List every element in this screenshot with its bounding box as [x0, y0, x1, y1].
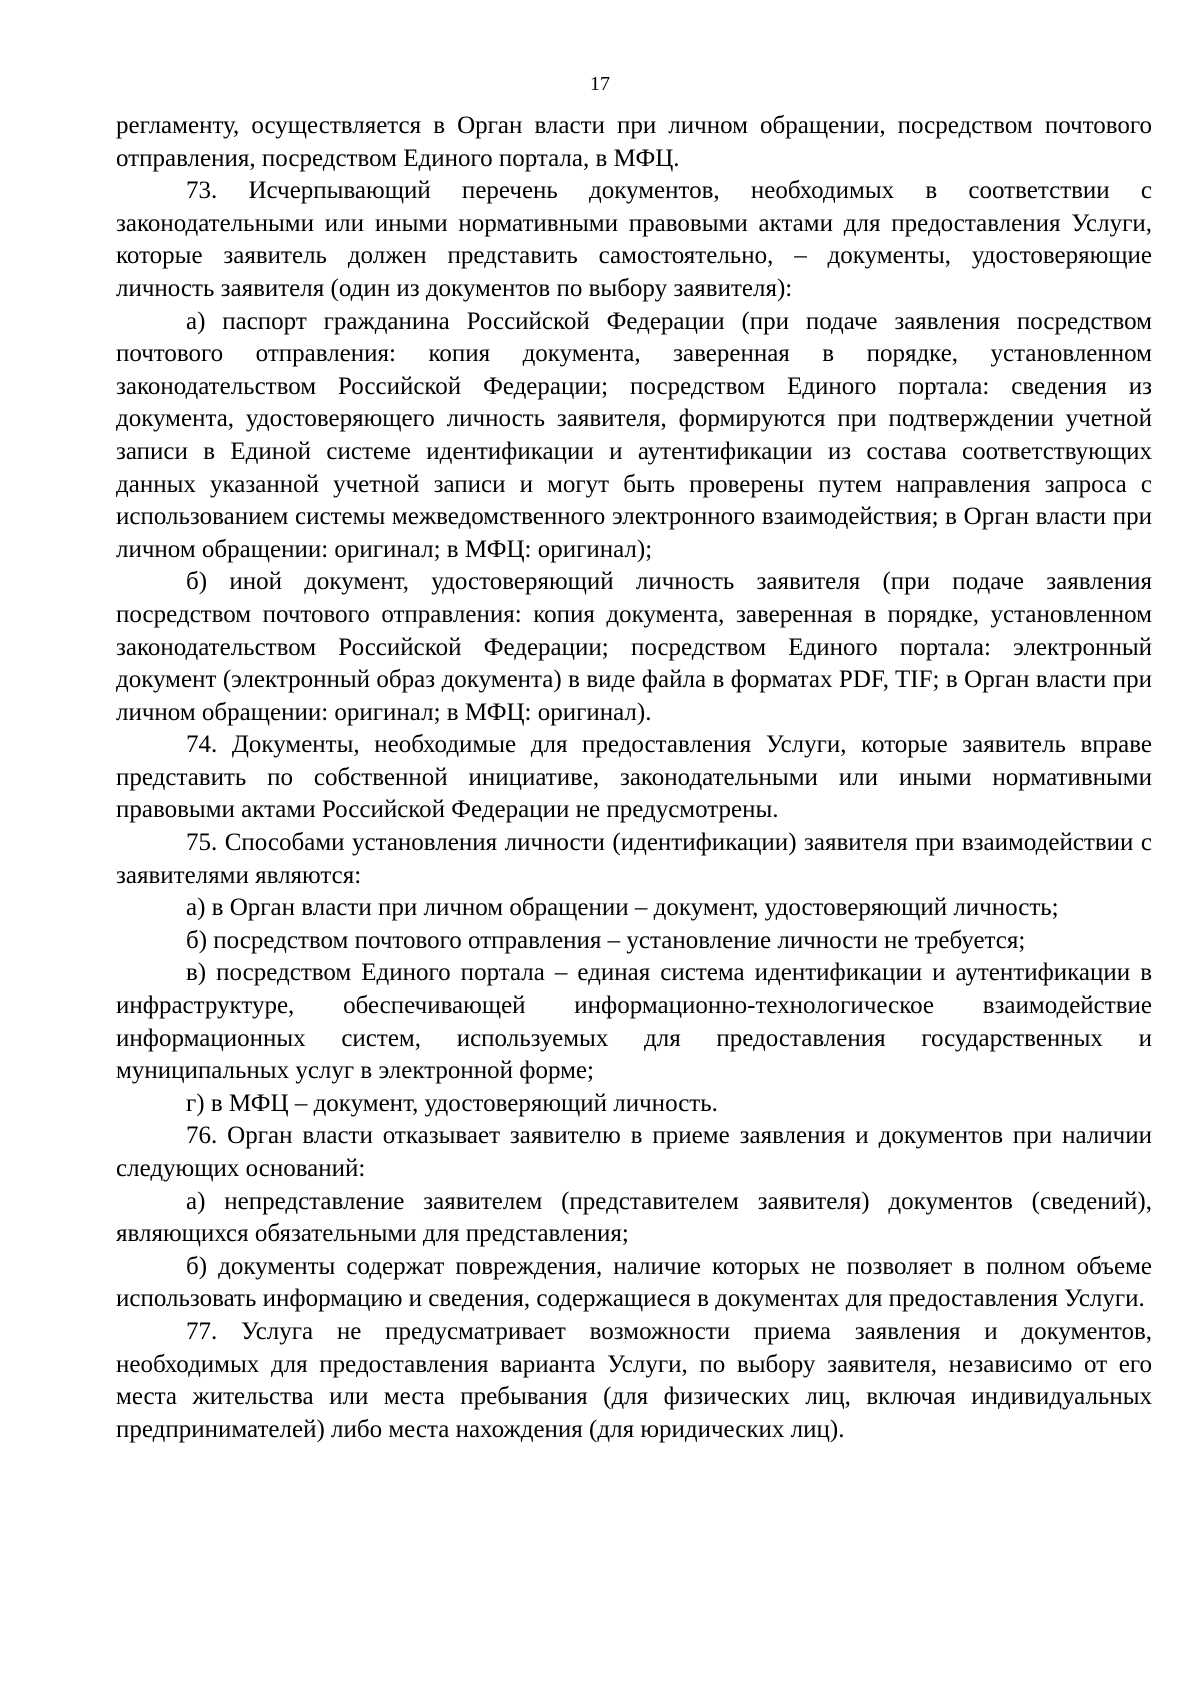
paragraph-73-a: а) паспорт гражданина Российской Федерации (при подаче заявления посредством почтового отправления: копия документа, заверенная в порядке, установленном законодательством Российской Федерации; посредством Единого портала: сведения из документа, удостоверяющего личность заявителя, формируются при подтверждении учетной записи в Единой системе идентификации и аутентификации из состава соответствующих данных указанной учетной записи и могут быть проверены путем направления запроса с использованием системы межведомственного электронного взаимодействия; в Орган власти при личном обращении: оригинал; в МФЦ: оригинал);: [116, 307, 1152, 563]
paragraph-76-b: б) документы содержат повреждения, наличие которых не позволяет в полном объеме использовать информацию и сведения, содержащиеся в документах для предоставления Услуги.: [116, 1252, 1152, 1313]
paragraph-75-b: б) посредством почтового отправления – установление личности не требуется;: [186, 926, 1026, 954]
paragraph-76-a: а) непредставление заявителем (представителем заявителя) документов (сведений), являющихся обязательными для представления;: [116, 1187, 1152, 1248]
paragraph-75-a: а) в Орган власти при личном обращении – документ, удостоверяющий личность;: [186, 894, 1059, 922]
paragraph-75-c: в) посредством Единого портала – единая система идентификации и аутентификации в инфраструктуре, обеспечивающей информационно-технологическое взаимодействие информационных систем, используемых для предоставления государственных и муниципальных услуг в электронной форме;: [116, 959, 1152, 1085]
paragraph-74: 74. Документы, необходимые для предоставления Услуги, которые заявитель вправе представить по собственной инициативе, законодательными или иными нормативными правовыми актами Российской Федерации не предусмотрены.: [116, 731, 1152, 824]
paragraph-continuation: регламенту, осуществляется в Орган власти при личном обращении, посредством почтового отправления, посредством Единого портала, в МФЦ.: [116, 112, 1152, 172]
paragraph-73-b: б) иной документ, удостоверяющий личность заявителя (при подаче заявления посредством почтового отправления: копия документа, заверенная в порядке, установленном законодательством Российской Федерации; посредством Единого портала: электронный документ (электронный образ документа) в виде файла в форматах PDF, TIF; в Орган власти при личном обращении: оригинал; в МФЦ: оригинал).: [116, 568, 1152, 726]
paragraph-73: 73. Исчерпывающий перечень документов, необходимых в соответствии с законодательными или иными нормативными правовыми актами для предоставления Услуги, которые заявитель должен представить самостоятельно, – документы, удостоверяющие личность заявителя (один из документов по выбору заявителя):: [116, 177, 1152, 302]
paragraph-77: 77. Услуга не предусматривает возможности приема заявления и документов, необходимых для предоставления варианта Услуги, по выбору заявителя, независимо от его места жительства или места пребывания (для физических лиц, включая индивидуальных предпринимателей) либо места нахождения (для юридических лиц).: [116, 1317, 1152, 1443]
page-number: 17: [590, 73, 610, 95]
document-body: [116, 110, 1152, 1446]
paragraph-75-d: г) в МФЦ – документ, удостоверяющий личность.: [186, 1089, 718, 1117]
paragraph-76: 76. Орган власти отказывает заявителю в приеме заявления и документов при наличии следующих оснований:: [116, 1122, 1152, 1182]
paragraph-75: 75. Способами установления личности (идентификации) заявителя при взаимодействии с заявителями являются:: [116, 829, 1152, 889]
